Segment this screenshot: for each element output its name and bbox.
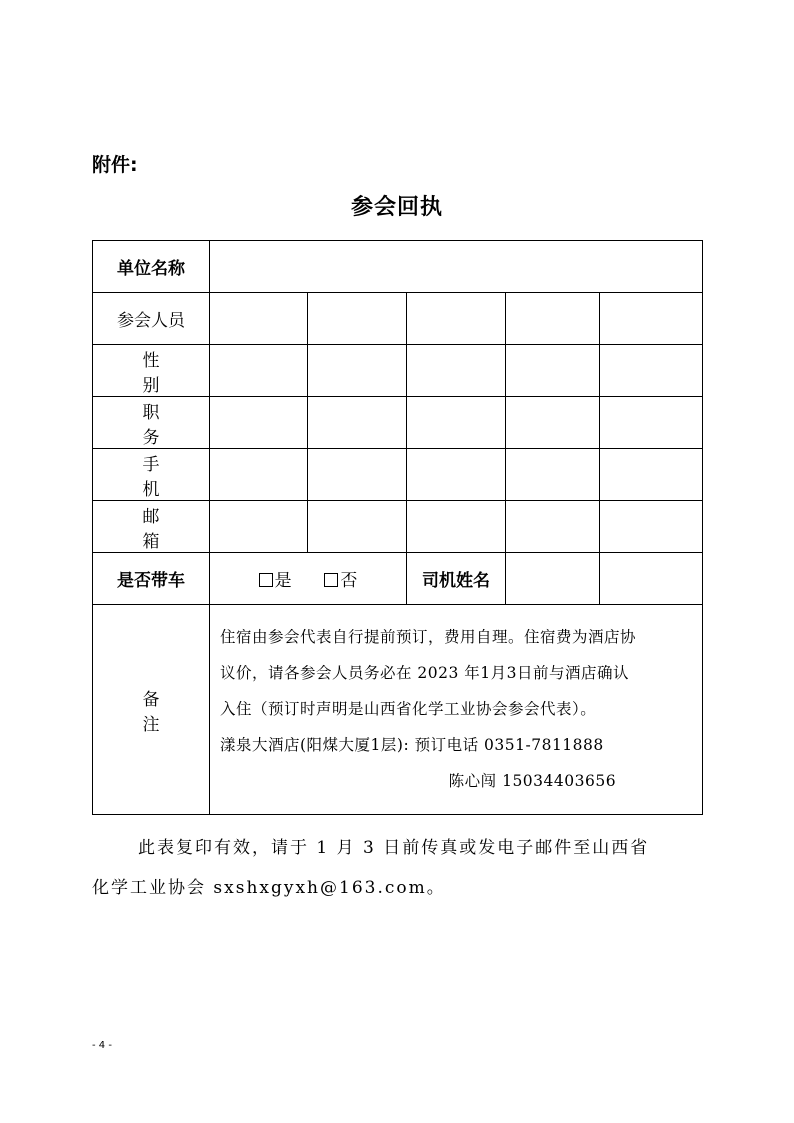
email-cell[interactable] <box>600 501 703 553</box>
email-cell[interactable] <box>308 501 407 553</box>
email-cell[interactable] <box>506 501 600 553</box>
no-checkbox[interactable] <box>324 573 338 587</box>
remarks-line: 入住（预订时声明是山西省化学工业协会参会代表）。 <box>220 700 597 718</box>
email-cell[interactable] <box>210 501 308 553</box>
remarks-content <box>210 605 703 815</box>
driver-name-field-extra[interactable] <box>600 553 703 605</box>
gender-label: 性 别 <box>93 345 210 397</box>
phone-cell[interactable] <box>600 449 703 501</box>
phone-cell[interactable] <box>210 449 308 501</box>
remarks-line: 漾泉大酒店(阳煤大厦1层): 预订电话 0351-7811888 <box>220 736 604 754</box>
unit-name-label: 单位名称 <box>93 241 210 293</box>
email-cell[interactable] <box>407 501 506 553</box>
remarks-label: 备 注 <box>93 605 210 815</box>
yes-option[interactable] <box>259 566 292 591</box>
driver-name-label: 司机姓名 <box>407 553 506 605</box>
phone-cell[interactable] <box>506 449 600 501</box>
bring-car-label: 是否带车 <box>93 553 210 605</box>
bring-car-options <box>210 553 407 605</box>
attendee-cell[interactable] <box>308 293 407 345</box>
no-option[interactable] <box>324 566 357 591</box>
footer-note-line-1: 此表复印有效，请于 1 月 3 日前传真或发电子邮件至山西省 <box>138 838 650 858</box>
yes-checkbox[interactable] <box>259 573 273 587</box>
gender-cell[interactable] <box>600 345 703 397</box>
attachment-label: 附件: <box>92 154 138 176</box>
gender-cell[interactable] <box>210 345 308 397</box>
position-cell[interactable] <box>210 397 308 449</box>
position-cell[interactable] <box>600 397 703 449</box>
attendee-cell[interactable] <box>600 293 703 345</box>
remarks-contact: 陈心闯 15034403656 <box>448 772 617 790</box>
unit-name-field[interactable] <box>210 241 703 293</box>
remarks-line: 住宿由参会代表自行提前预订，费用自理。住宿费为酒店协 <box>220 628 637 646</box>
attendee-cell[interactable] <box>210 293 308 345</box>
yes-option-label: 是 <box>274 571 292 591</box>
gender-cell[interactable] <box>308 345 407 397</box>
registration-form-table <box>92 240 703 815</box>
attendee-cell[interactable] <box>407 293 506 345</box>
position-cell[interactable] <box>407 397 506 449</box>
footer-note <box>92 828 704 908</box>
phone-cell[interactable] <box>407 449 506 501</box>
position-label: 职 务 <box>93 397 210 449</box>
no-option-label: 否 <box>340 571 358 591</box>
phone-cell[interactable] <box>308 449 407 501</box>
gender-cell[interactable] <box>407 345 506 397</box>
remarks-line: 议价，请各参会人员务必在 2023 年1月3日前与酒店确认 <box>220 664 630 682</box>
attendee-cell[interactable] <box>506 293 600 345</box>
position-cell[interactable] <box>506 397 600 449</box>
email-label: 邮 箱 <box>93 501 210 553</box>
gender-cell[interactable] <box>506 345 600 397</box>
driver-name-field[interactable] <box>506 553 600 605</box>
position-cell[interactable] <box>308 397 407 449</box>
phone-label: 手 机 <box>93 449 210 501</box>
page-title: 参会回执 <box>350 195 443 220</box>
attendees-label: 参会人员 <box>93 293 210 345</box>
footer-note-line-2: 化学工业协会 sxshxgyxh@163.com。 <box>92 878 446 898</box>
page-number: - 4 - <box>92 1040 112 1051</box>
